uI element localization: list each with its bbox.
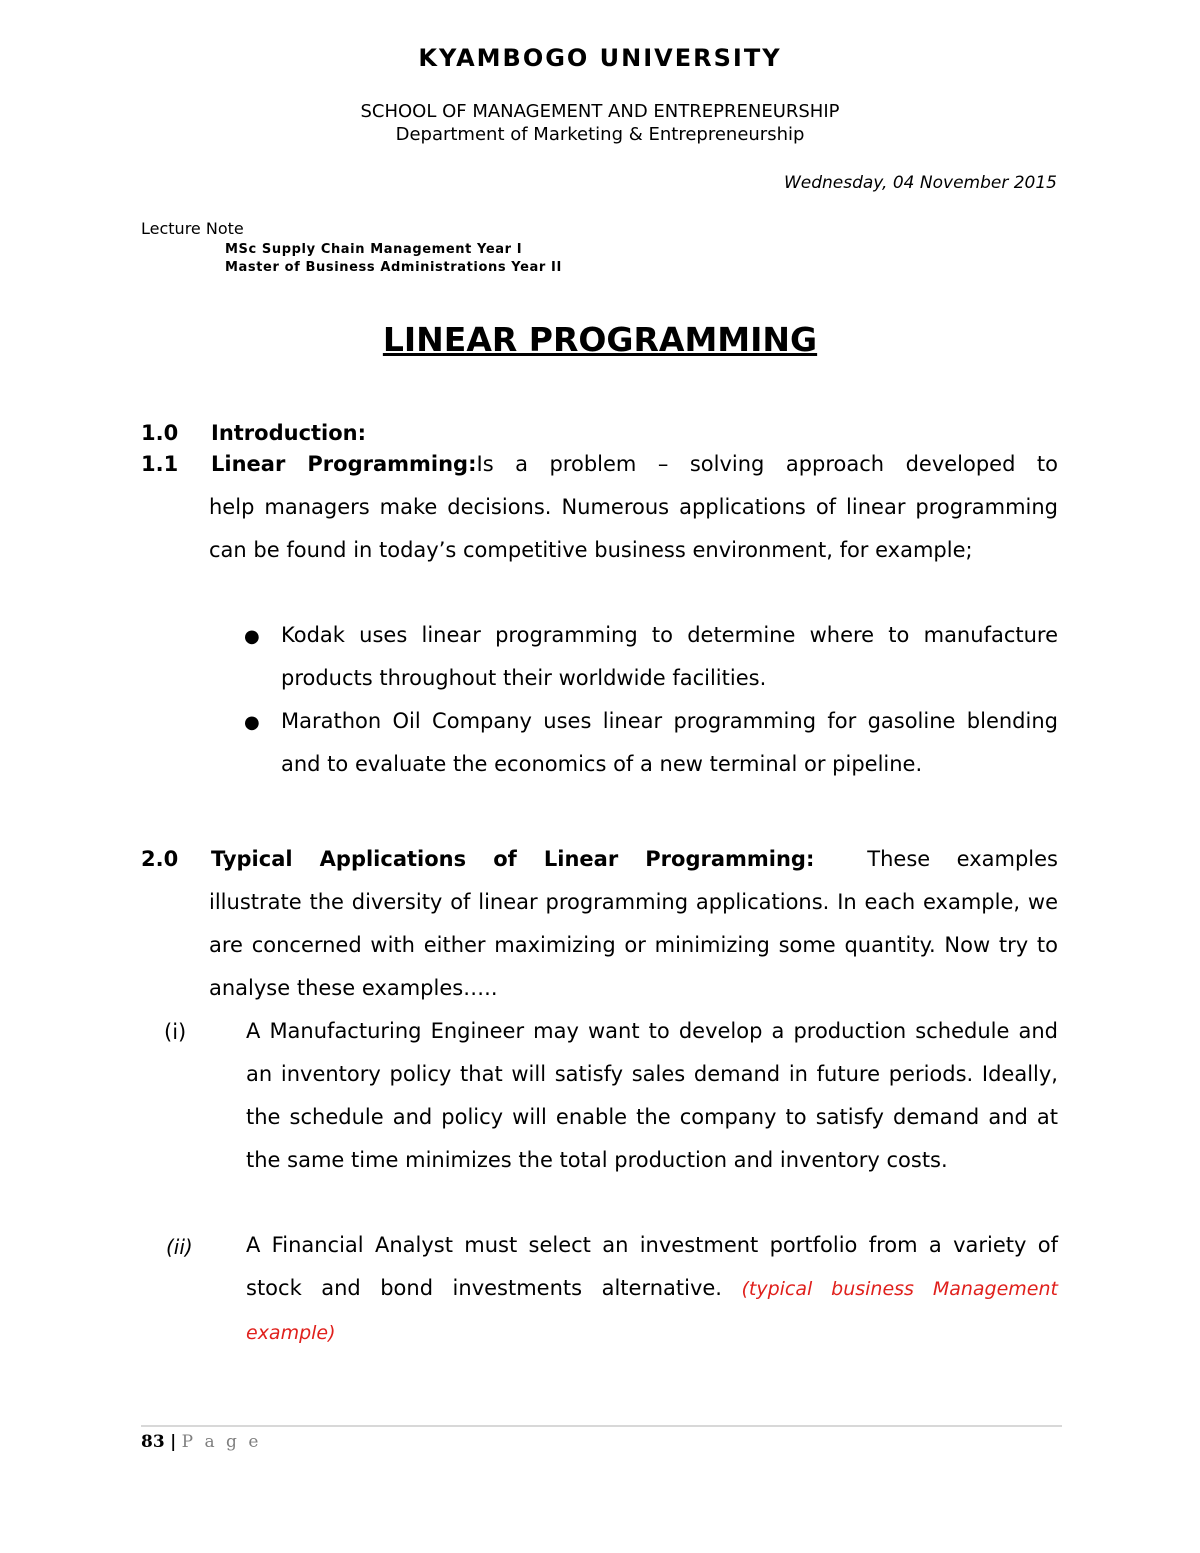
item-financial-analyst [246, 1224, 1058, 1355]
bullet-icon: ● [244, 712, 260, 733]
section-1-0-heading: Introduction: [211, 421, 367, 445]
document-date: Wednesday, 04 November 2015 [783, 173, 1057, 193]
section-2-0-first-line [211, 838, 1058, 881]
section-1-1-line1: Is a problem – solving approach developed to [476, 452, 1058, 476]
section-1-1-body: help managers make decisions. Numerous applications of linear programming can be found in today’s competitive business environment, for example; [209, 495, 1058, 562]
section-2-0-number: 2.0 [141, 847, 179, 871]
lecture-note-label: Lecture Note [141, 219, 244, 238]
section-1-1-heading: Linear Programming: [211, 452, 477, 476]
item-financial-analyst-text: A Financial Analyst must select an investment portfolio from a variety of stock and bond investments alternative. [246, 1233, 1058, 1300]
course-mba: Master of Business Administrations Year II [225, 260, 562, 275]
page-title: LINEAR PROGRAMMING [382, 320, 818, 359]
section-2-0-body: illustrate the diversity of linear programming applications. In each example, we are concerned with either maximizing or minimizing some quantity. Now try to analyse these examples….. [209, 890, 1058, 1000]
item-marker-ii: (ii) [166, 1235, 193, 1259]
bullet-marathon: Marathon Oil Company uses linear programming for gasoline blending and to evaluate the economics of a new terminal or pipeline. [281, 709, 1058, 776]
footer-separator: | [170, 1432, 177, 1452]
section-1-1-number: 1.1 [141, 452, 179, 476]
section-2-0-line1: These examples [867, 847, 1058, 871]
section-1-1-first-line [211, 443, 1058, 486]
item-marker-i: (i) [164, 1020, 187, 1044]
department-name: Department of Marketing & Entrepreneurship [395, 124, 805, 145]
item-manufacturing-engineer: A Manufacturing Engineer may want to develop a production schedule and an inventory policy that will satisfy sales demand in future periods. Ideally, the schedule and policy will enable the company to satisfy demand and at the same time minimizes the total production and inventory costs. [246, 1019, 1058, 1172]
page-label: P a g e [181, 1432, 262, 1452]
section-2-0-heading: Typical Applications of Linear Programming: [211, 847, 815, 871]
footer-divider [141, 1425, 1062, 1427]
course-msc: MSc Supply Chain Management Year I [225, 242, 523, 257]
page-footer [141, 1432, 261, 1452]
university-name: KYAMBOGO UNIVERSITY [418, 44, 782, 72]
bullet-kodak: Kodak uses linear programming to determine where to manufacture products throughout their worldwide facilities. [281, 623, 1058, 690]
school-name: SCHOOL OF MANAGEMENT AND ENTREPRENEURSHIP [360, 101, 840, 122]
page-number: 83 [141, 1432, 165, 1452]
bullet-icon: ● [244, 626, 260, 647]
business-example-note: (typical business Management example) [246, 1278, 1058, 1344]
section-1-0-number: 1.0 [141, 421, 179, 445]
